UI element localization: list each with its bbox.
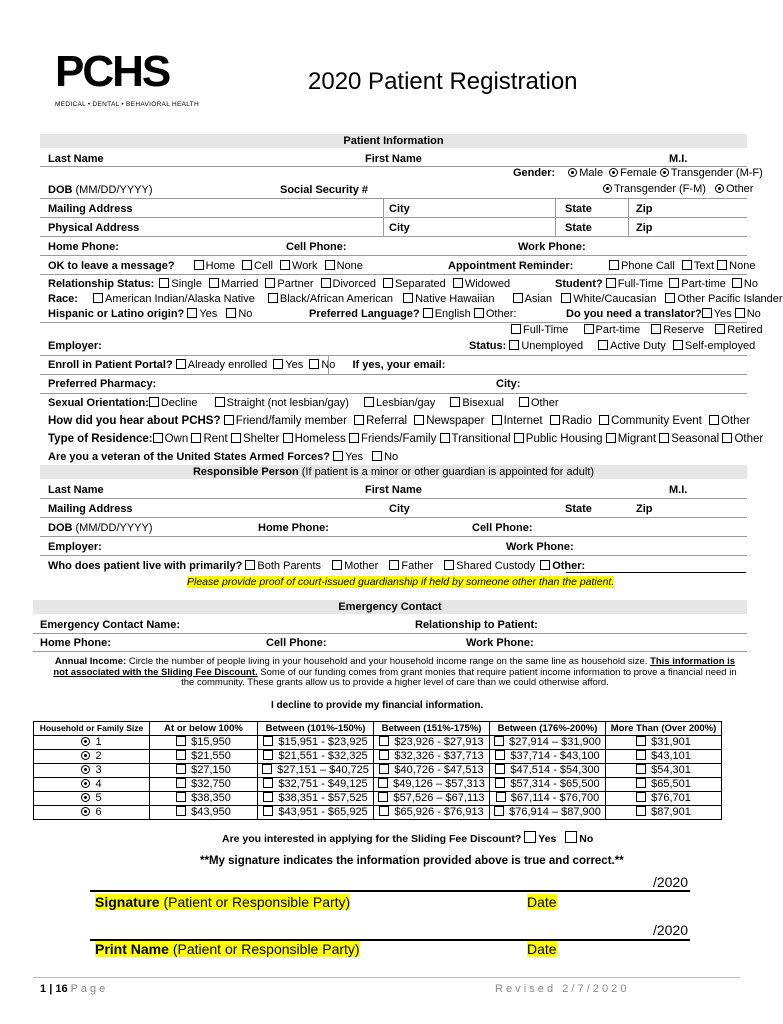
hispanic-row: Hispanic or Latino origin? Yes No <box>48 308 253 320</box>
household-size[interactable]: 2 <box>34 750 150 764</box>
cell-phone-label: Cell Phone: <box>286 241 347 253</box>
pref-lang-row: Preferred Language? English Other: <box>309 308 517 320</box>
income-paragraph: Annual Income: Circle the number of people living in your household and your household income range on the same line as household size. This information is not associated with the Sliding Fee Discount. Some of our funding comes from grant monies that require patient income information to prove a financial need in the community. These grants allow us to provide a higher level of care than we could otherwise afford. <box>53 656 737 688</box>
resp-dob: DOB (MM/DD/YYYY) <box>48 522 153 534</box>
hear-other[interactable]: Other <box>709 415 750 427</box>
race-ai[interactable]: American Indian/Alaska Native <box>93 293 255 305</box>
resp-home-phone: Home Phone: <box>258 522 329 534</box>
lives-with-row: Who does patient live with primarily? Both Parents Mother Father Shared Custody Other: <box>48 560 586 572</box>
col-header: Household or Family Size <box>34 722 150 736</box>
household-size[interactable]: 4 <box>34 778 150 792</box>
radio-icon <box>715 184 724 193</box>
year-1: /2020 <box>653 874 689 890</box>
relationship-row: Relationship Status: Single Married Partner Divorced Separated Widowed <box>48 278 511 290</box>
email-label: If yes, your email: <box>352 359 446 371</box>
patient-info-header: Patient Information <box>40 134 747 148</box>
state-label-2: State <box>565 222 592 234</box>
msg-cell[interactable]: Cell <box>242 260 273 272</box>
lives-shared[interactable]: Shared Custody <box>444 560 535 572</box>
res-migrant[interactable]: Migrant <box>606 433 656 445</box>
pharmacy-city-label: City: <box>496 378 521 390</box>
status-self[interactable]: Self-employed <box>673 340 755 352</box>
col-header: Between (151%-175%) <box>374 722 490 736</box>
race-nh[interactable]: Native Hawaiian <box>403 293 494 305</box>
rel-partner[interactable]: Partner <box>265 278 313 290</box>
mailing-address-label: Mailing Address <box>48 203 133 215</box>
residence-row: Type of Residence: Own Rent Shelter Homeless Friends/Family Transitional Public Housing Migrant Seasonal Other <box>48 433 764 445</box>
portal-enrolled[interactable]: Already enrolled <box>176 359 268 371</box>
household-size[interactable]: 3 <box>34 764 150 778</box>
sliding-no[interactable]: No <box>565 833 593 845</box>
mi-label: M.I. <box>669 153 688 165</box>
res-seasonal[interactable]: Seasonal <box>659 433 719 445</box>
msg-none[interactable]: None <box>325 260 363 272</box>
res-transitional[interactable]: Transitional <box>440 433 511 445</box>
veteran-no[interactable]: No <box>372 451 398 463</box>
gender-other[interactable]: Other <box>715 183 754 195</box>
status-parttime[interactable]: Part-time <box>584 324 641 336</box>
res-shelter[interactable]: Shelter <box>231 433 279 445</box>
hispanic-no[interactable]: No <box>226 308 252 320</box>
status-opts-2: Status: Unemployed Active Duty Self-employed <box>469 340 756 352</box>
race-white[interactable]: White/Caucasian <box>561 293 656 305</box>
res-rent[interactable]: Rent <box>191 433 227 445</box>
rel-married[interactable]: Married <box>209 278 258 290</box>
responsible-header: Responsible Person (If patient is a minor or other guardian is appointed for adult) <box>40 465 747 479</box>
lives-other[interactable]: Other: <box>540 560 585 572</box>
home-phone-label: Home Phone: <box>48 241 119 253</box>
veteran-row: Are you a veteran of the United States Armed Forces? Yes No <box>48 451 399 463</box>
hear-friend[interactable]: Friend/family member <box>224 415 347 427</box>
translator-yes[interactable]: Yes <box>702 308 732 320</box>
hear-internet[interactable]: Internet <box>492 415 543 427</box>
print-name-label: Print Name (Patient or Responsible Party) <box>95 941 360 957</box>
resp-employer: Employer: <box>48 541 102 553</box>
translator-no[interactable]: No <box>735 308 761 320</box>
appt-text[interactable]: Text <box>682 260 714 272</box>
status-opts-1 <box>511 324 763 336</box>
race-row: Race: American Indian/Alaska Native Black/African American Native Hawaiian Asian White/Caucasian Other Pacific Islander <box>48 293 783 305</box>
gender-row <box>513 167 763 179</box>
resp-city: City <box>389 503 410 515</box>
pchs-logo-mark <box>55 47 205 96</box>
page-title: 2020 Patient Registration <box>308 68 578 95</box>
emergency-home-phone: Home Phone: <box>40 637 111 649</box>
race-black[interactable]: Black/African American <box>268 293 393 305</box>
col-header: At or below 100% <box>150 722 258 736</box>
veteran-yes[interactable]: Yes <box>333 451 363 463</box>
resp-cell-phone: Cell Phone: <box>472 522 533 534</box>
msg-home[interactable]: Home <box>194 260 235 272</box>
table-row: 4 $32,750 $32,751 - $49,125 $49,126 – $57,313 $57,314 - $65,500 $65,501 <box>34 778 722 792</box>
translator-row: Do you need a translator? Yes No <box>566 308 761 320</box>
race-pi[interactable]: Other Pacific Islander <box>665 293 782 305</box>
table-row: 5 $38,350 $38,351 - $57,525 $57,526 – $67,113 $67,114 - $76,700 $76,701 <box>34 792 722 806</box>
logo <box>55 47 205 96</box>
emergency-relationship: Relationship to Patient: <box>415 619 538 631</box>
date-label-1: Date <box>527 894 557 910</box>
appt-options <box>609 260 755 272</box>
status-reserve[interactable]: Reserve <box>651 324 704 336</box>
emergency-cell-phone: Cell Phone: <box>266 637 327 649</box>
gender-label: Gender: <box>513 167 556 179</box>
resp-mi: M.I. <box>669 484 688 496</box>
zip-label-2: Zip <box>636 222 653 234</box>
status-activeduty[interactable]: Active Duty <box>598 340 666 352</box>
sex-decline[interactable]: Decline <box>149 397 198 409</box>
gender-male[interactable]: Male <box>568 167 603 179</box>
year-2: /2020 <box>653 922 689 938</box>
pharmacy-label: Preferred Pharmacy: <box>48 378 157 390</box>
hear-community[interactable]: Community Event <box>599 415 702 427</box>
res-public[interactable]: Public Housing <box>514 433 603 445</box>
rel-widowed[interactable]: Widowed <box>453 278 510 290</box>
physical-address-label: Physical Address <box>48 222 140 234</box>
sex-straight[interactable]: Straight (not lesbian/gay) <box>215 397 349 409</box>
first-name-label: First Name <box>365 153 422 165</box>
gender-female[interactable]: Female <box>609 167 657 179</box>
radio-icon <box>660 168 669 177</box>
resp-zip: Zip <box>636 503 653 515</box>
household-size[interactable]: 5 <box>34 792 150 806</box>
page-number: 1 | 16 P a g e <box>40 983 106 995</box>
portal-yes[interactable]: Yes <box>273 359 303 371</box>
table-row: 6 $43,950 $43,951 - $65,925 $65,926 - $76,913 $76,914 – $87,900 $87,901 <box>34 806 722 820</box>
decline-financial: I decline to provide my financial information. <box>271 700 484 711</box>
table-row: 1 $15,950 $15,951 - $23,925 $23,926 - $27,913 $27,914 – $31,900 $31,901 <box>34 736 722 750</box>
race-asian[interactable]: Asian <box>513 293 553 305</box>
sex-bisexual[interactable]: Bisexual <box>450 397 504 409</box>
radio-icon <box>609 168 618 177</box>
emergency-work-phone: Work Phone: <box>466 637 534 649</box>
sexual-row: Sexual Orientation: Decline Straight (not lesbian/gay) Lesbian/gay Bisexual Other <box>48 397 559 409</box>
lang-other[interactable]: Other: <box>474 308 517 320</box>
revised-date: R e v i s e d 2 / 7 / 2 0 2 0 <box>495 983 627 995</box>
table-row: 3 $27,150 $27,151 – $40,725 $40,726 - $47,513 $47,514 - $54,300 $54,301 <box>34 764 722 778</box>
table-row: 2 $21,550 $21,551 - $32,325 $32,326 - $37,713 $37,714 - $43,100 $43,101 <box>34 750 722 764</box>
logo-letters: PCHS <box>55 47 170 96</box>
ok-message-row: OK to leave a message? Home Cell Work None <box>48 260 363 272</box>
resp-state: State <box>565 503 592 515</box>
appointment-reminder-label: Appointment Reminder: <box>448 260 574 272</box>
col-header: Between (176%-200%) <box>490 722 606 736</box>
resp-last-name: Last Name <box>48 484 104 496</box>
resp-mailing: Mailing Address <box>48 503 133 515</box>
city-label-2: City <box>389 222 410 234</box>
hear-radio[interactable]: Radio <box>550 415 592 427</box>
rel-divorced[interactable]: Divorced <box>321 278 376 290</box>
signature-statement: **My signature indicates the information provided above is true and correct.** <box>200 855 624 867</box>
hear-row: How did you hear about PCHS? Friend/family member Referral Newspaper Internet Radio Community Event Other <box>48 415 750 427</box>
hear-referral[interactable]: Referral <box>354 415 407 427</box>
portal-row: Enroll in Patient Portal? Already enrolled Yes No If yes, your email: <box>48 359 446 371</box>
msg-work[interactable]: Work <box>280 260 317 272</box>
rel-single[interactable]: Single <box>159 278 202 290</box>
student-row: Student? Full-Time Part-time No <box>555 278 758 290</box>
guardianship-note: Please provide proof of court-issued guardianship if held by someone other than the patient. <box>187 576 615 588</box>
resp-work-phone: Work Phone: <box>506 541 574 553</box>
res-own[interactable]: Own <box>153 433 189 445</box>
hispanic-yes[interactable]: Yes <box>187 308 217 320</box>
res-other[interactable]: Other <box>722 433 763 445</box>
appt-phone[interactable]: Phone Call <box>609 260 675 272</box>
employer-label: Employer: <box>48 340 102 352</box>
dob-label: DOB (MM/DD/YYYY) <box>48 184 153 196</box>
gender-row-2 <box>603 183 753 195</box>
logo-tagline: MEDICAL • DENTAL • BEHAVIORAL HEALTH <box>55 101 199 108</box>
student-fulltime[interactable]: Full-Time <box>606 278 663 290</box>
status-fulltime[interactable]: Full-Time <box>511 324 568 336</box>
ssn-label: Social Security # <box>280 184 369 196</box>
household-size[interactable]: 1 <box>34 736 150 750</box>
lives-both[interactable]: Both Parents <box>245 560 321 572</box>
student-parttime[interactable]: Part-time <box>669 278 726 290</box>
sex-other[interactable]: Other <box>519 397 559 409</box>
date-label-2: Date <box>527 941 557 957</box>
sliding-fee-row: Are you interested in applying for the Sliding Fee Discount? Yes No <box>222 833 594 845</box>
sliding-yes[interactable]: Yes <box>524 833 556 845</box>
res-homeless[interactable]: Homeless <box>283 433 346 445</box>
hear-newspaper[interactable]: Newspaper <box>414 415 484 427</box>
lives-father[interactable]: Father <box>389 560 433 572</box>
student-no[interactable]: No <box>732 278 758 290</box>
household-size[interactable]: 6 <box>34 806 150 820</box>
col-header: More Than (Over 200%) <box>606 722 722 736</box>
income-table <box>33 721 722 820</box>
radio-icon <box>603 184 612 193</box>
appt-none[interactable]: None <box>717 260 755 272</box>
status-retired[interactable]: Retired <box>715 324 762 336</box>
rel-separated[interactable]: Separated <box>383 278 446 290</box>
portal-no[interactable]: No <box>309 359 335 371</box>
city-label: City <box>389 203 410 215</box>
zip-label: Zip <box>636 203 653 215</box>
lives-mother[interactable]: Mother <box>332 560 378 572</box>
status-unemployed[interactable]: Unemployed <box>509 340 583 352</box>
lang-english[interactable]: English <box>423 308 471 320</box>
gender-trans-fm[interactable]: Transgender (F-M) <box>603 183 706 195</box>
signature-label: Signature (Patient or Responsible Party) <box>95 894 351 910</box>
radio-icon <box>568 168 577 177</box>
resp-first-name: First Name <box>365 484 422 496</box>
sex-lesbian[interactable]: Lesbian/gay <box>364 397 435 409</box>
col-header: Between (101%-150%) <box>258 722 374 736</box>
last-name-label: Last Name <box>48 153 104 165</box>
work-phone-label: Work Phone: <box>518 241 586 253</box>
emergency-name: Emergency Contact Name: <box>40 619 180 631</box>
gender-trans-mf[interactable]: Transgender (M-F) <box>660 167 763 179</box>
state-label: State <box>565 203 592 215</box>
emergency-header: Emergency Contact <box>33 600 747 614</box>
res-friends[interactable]: Friends/Family <box>349 433 436 445</box>
